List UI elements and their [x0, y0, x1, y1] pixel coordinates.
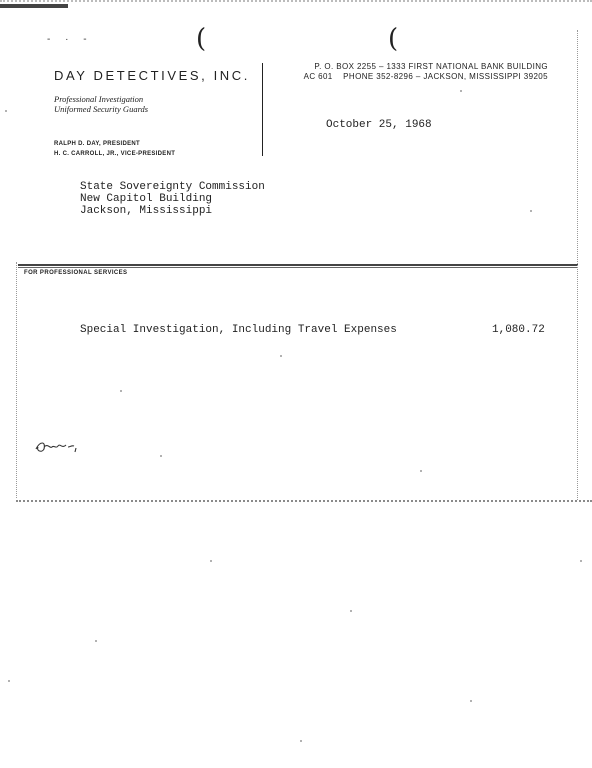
officer-president: RALPH D. DAY, PRESIDENT: [54, 141, 141, 147]
invoice-date: October 25, 1968: [326, 119, 432, 131]
recipient-line: State Sovereignty Commission: [80, 181, 265, 193]
recipient-address: [80, 181, 265, 217]
line-item-description: Special Investigation, Including Travel Expenses: [80, 324, 397, 336]
section-rule: [18, 267, 578, 268]
company-name: DAY DETECTIVES, INC.: [54, 68, 250, 83]
officer-vice-president: H. C. CARROLL, JR., VICE-PRESIDENT: [54, 151, 176, 157]
scan-artifact: [0, 4, 68, 8]
line-item-amount: 1,080.72: [492, 324, 545, 336]
form-edge-right: [577, 30, 579, 500]
scan-top-edge: [0, 0, 592, 9]
section-label: FOR PROFESSIONAL SERVICES: [24, 270, 128, 276]
handwritten-initials: [32, 435, 82, 455]
officers-list: [54, 139, 175, 159]
section-rule: [18, 264, 578, 266]
address-line: P. O. BOX 2255 – 1333 FIRST NATIONAL BANK BUILDING: [314, 62, 548, 71]
form-edge-left: [16, 262, 18, 498]
binder-hole-mark: (: [196, 24, 207, 54]
address-line: AC 601 PHONE 352-8296 – JACKSON, MISSISSIPPI 39205: [303, 72, 548, 81]
tagline-line: Uniformed Security Guards: [54, 104, 149, 114]
form-bottom-edge: [16, 500, 592, 505]
company-address: [282, 62, 548, 82]
binder-hole-mark: (: [388, 24, 399, 54]
stray-marks: - · -: [47, 34, 93, 45]
tagline-line: Professional Investigation: [54, 94, 144, 104]
letterhead-divider: [262, 63, 263, 156]
company-tagline: [54, 94, 148, 114]
recipient-line: Jackson, Mississippi: [80, 205, 213, 217]
recipient-line: New Capitol Building: [80, 193, 213, 205]
